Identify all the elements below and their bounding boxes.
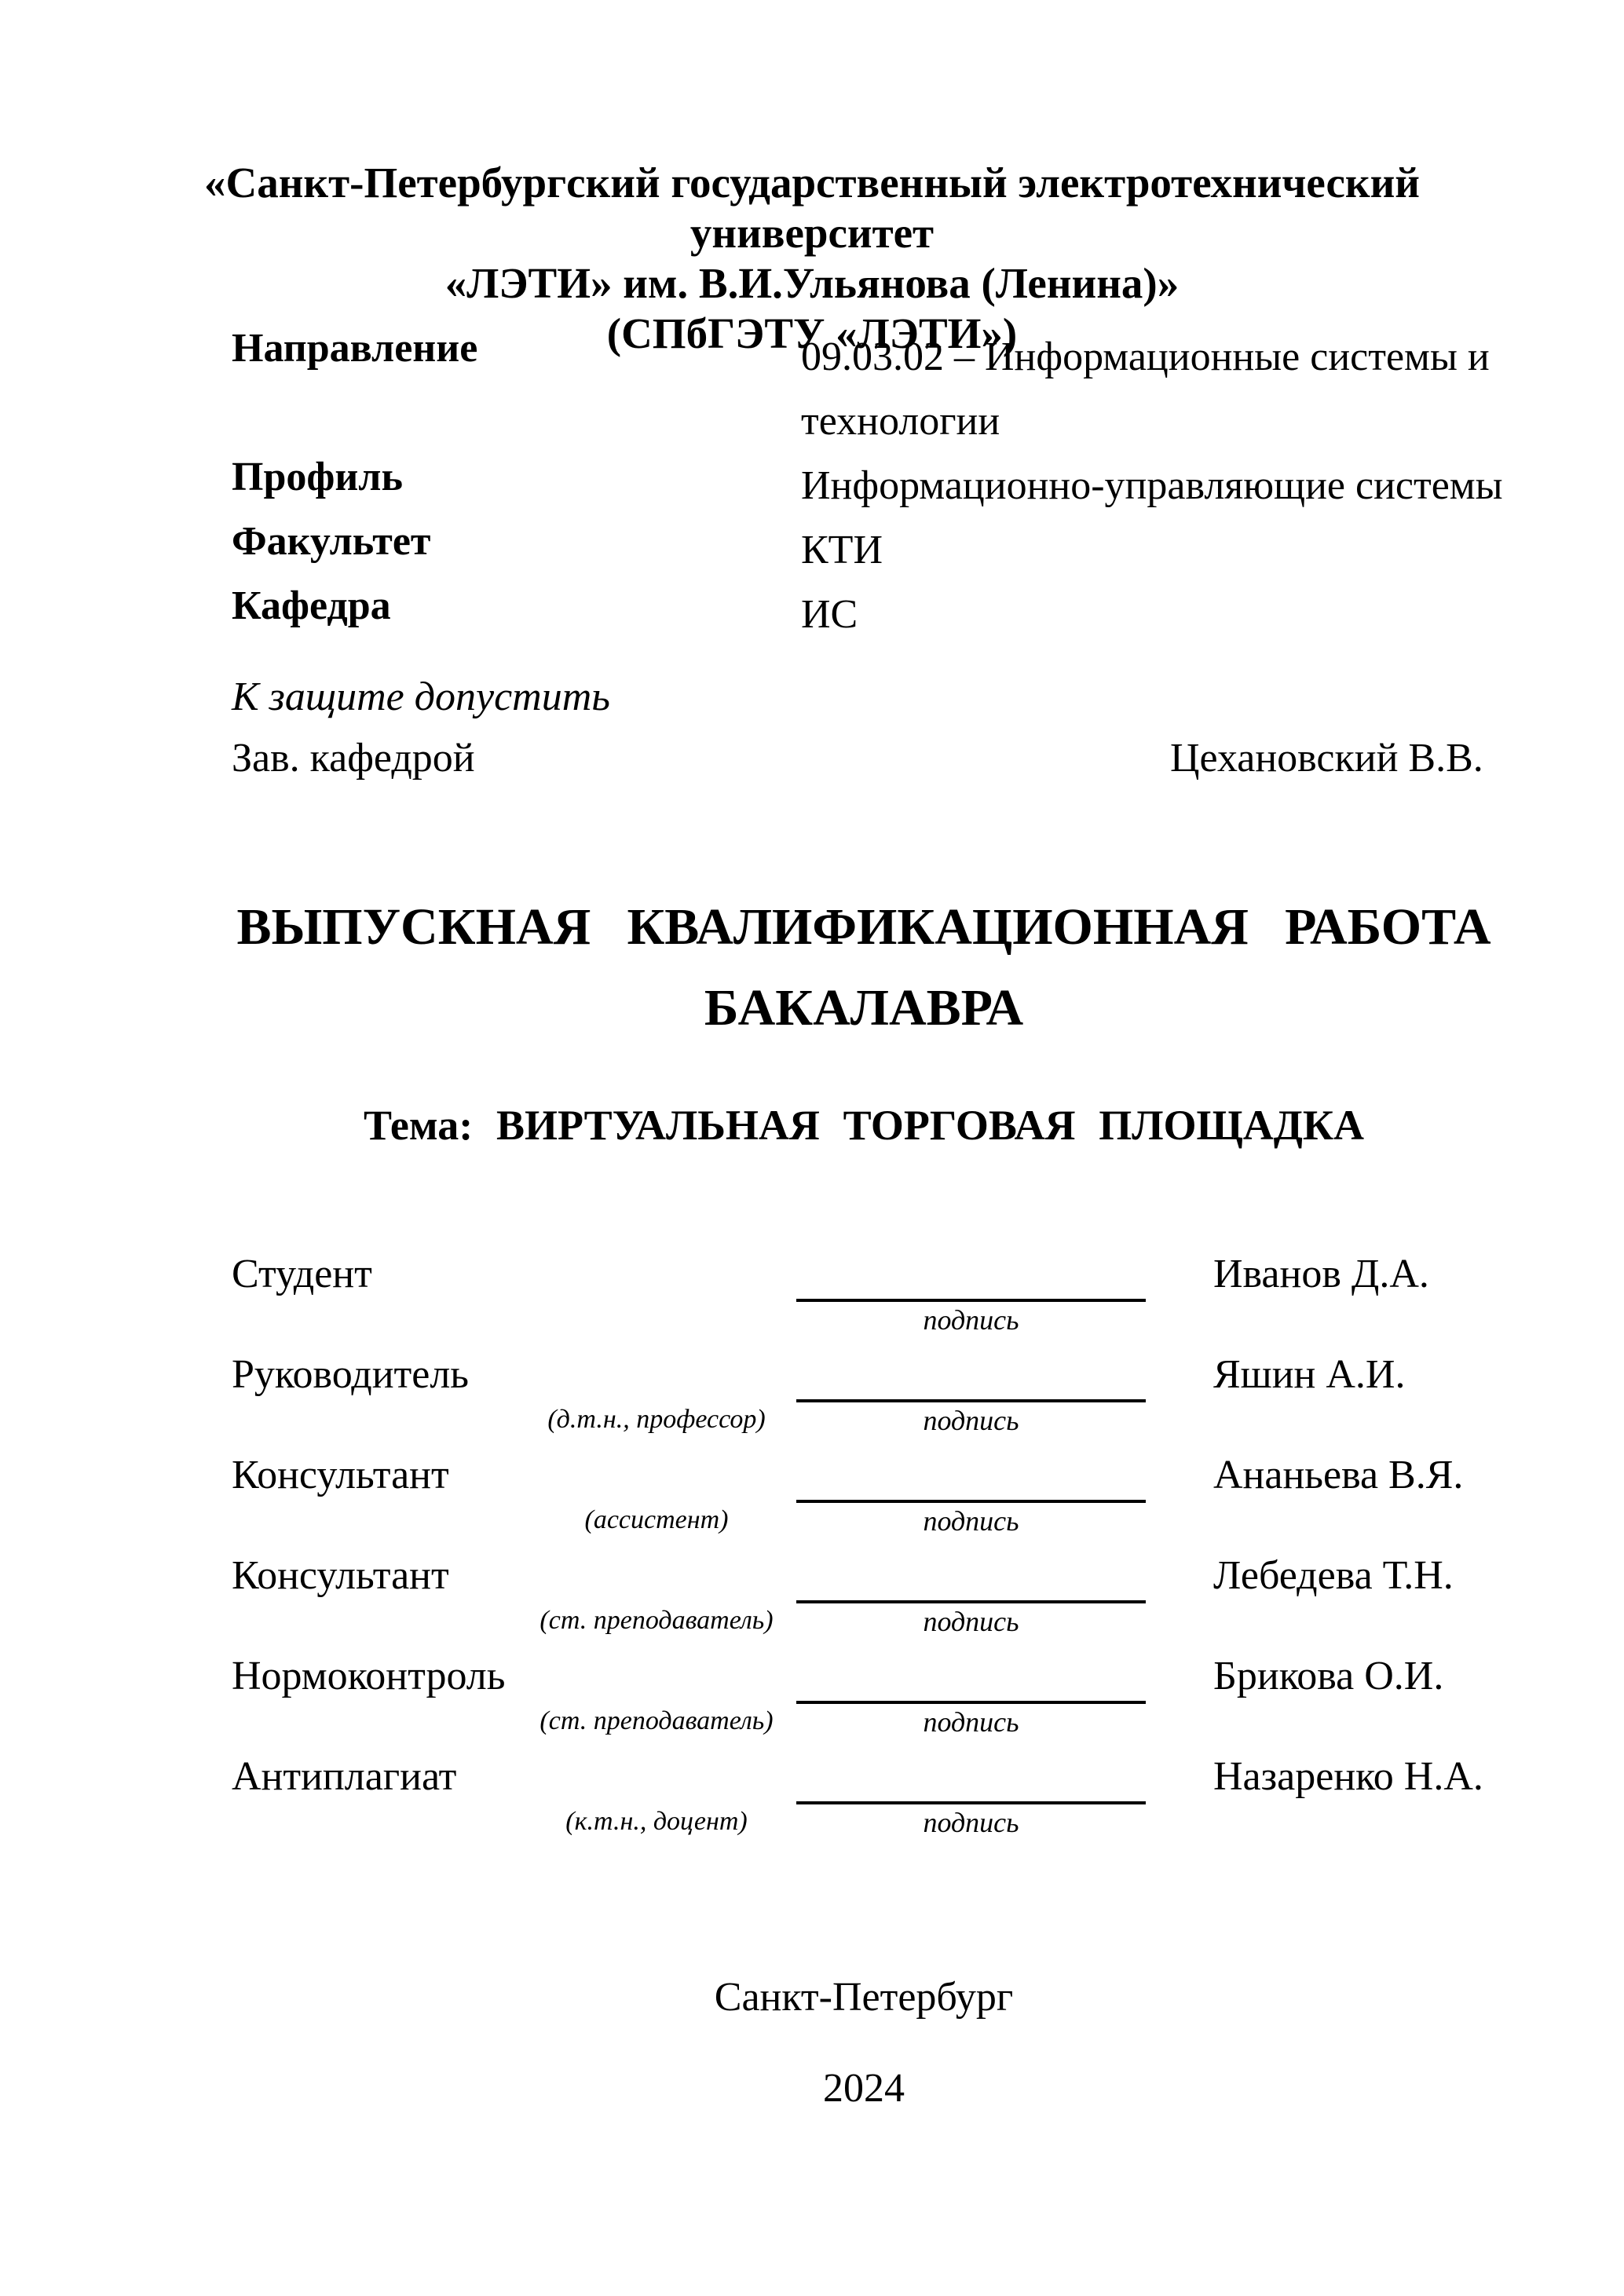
dept-head-name: Цехановский В.В. xyxy=(1170,736,1483,781)
main-title-line1: ВЫПУСКНАЯ КВАЛИФИКАЦИОННАЯ РАБОТА xyxy=(236,898,1491,956)
admission-statement: К защите допустить xyxy=(232,675,610,719)
signature-qualifier-normcontrol: (ст. преподаватель) xyxy=(540,1706,774,1735)
signature-caption-normcontrol: подпись xyxy=(923,1706,1019,1738)
dept-head-position: Зав. кафедрой xyxy=(232,736,475,781)
signature-name-normcontrol: Брикова О.И. xyxy=(1213,1654,1444,1698)
signature-line-normcontrol xyxy=(796,1701,1146,1704)
signature-line-consultant2 xyxy=(796,1600,1146,1603)
signature-qualifier-consultant1: (ассистент) xyxy=(584,1505,729,1534)
field-label-profil: Профиль xyxy=(232,455,403,499)
signature-role-student: Студент xyxy=(232,1252,372,1296)
signature-role-consultant1: Консультант xyxy=(232,1453,449,1497)
university-header-line2: «ЛЭТИ» им. В.И.Ульянова (Ленина)» xyxy=(444,259,1180,307)
field-label-fakultet: Факультет xyxy=(232,519,431,564)
field-value-kafedra: ИС xyxy=(801,592,858,637)
signature-line-consultant1 xyxy=(796,1500,1146,1503)
signature-name-consultant2: Лебедева Т.Н. xyxy=(1213,1553,1454,1598)
signature-line-student xyxy=(796,1299,1146,1302)
signature-line-antiplagiarism xyxy=(796,1801,1146,1804)
signature-role-consultant2: Консультант xyxy=(232,1553,449,1598)
main-title-line2: БАКАЛАВРА xyxy=(704,979,1024,1036)
signature-line-supervisor xyxy=(796,1399,1146,1402)
footer-city: Санкт-Петербург xyxy=(714,1975,1014,2020)
signature-role-supervisor: Руководитель xyxy=(232,1352,469,1397)
signature-caption-supervisor: подпись xyxy=(923,1405,1019,1436)
signature-caption-student: подпись xyxy=(923,1304,1019,1336)
signature-name-antiplagiarism: Назаренко Н.А. xyxy=(1213,1754,1483,1799)
signature-name-supervisor: Яшин А.И. xyxy=(1213,1352,1406,1397)
signature-qualifier-consultant2: (ст. преподаватель) xyxy=(540,1606,774,1635)
signature-caption-consultant1: подпись xyxy=(923,1505,1019,1537)
theme-line: Тема: ВИРТУАЛЬНАЯ ТОРГОВАЯ ПЛОЩАДКА xyxy=(363,1102,1365,1149)
university-header-line3: (СПбГЭТУ «ЛЭТИ») xyxy=(606,309,1018,357)
field-value-napravlenie: 09.03.02 – Информационные системы и технологии xyxy=(801,335,1490,444)
footer-year: 2024 xyxy=(823,2066,905,2111)
signature-role-antiplagiarism: Антиплагиат xyxy=(232,1754,457,1799)
field-value-fakultet: КТИ xyxy=(801,528,883,572)
signature-name-consultant1: Ананьева В.Я. xyxy=(1213,1453,1464,1497)
signature-caption-antiplagiarism: подпись xyxy=(923,1807,1019,1838)
signature-caption-consultant2: подпись xyxy=(923,1606,1019,1637)
signature-qualifier-antiplagiarism: (к.т.н., доцент) xyxy=(565,1807,748,1836)
field-value-profil: Информационно-управляющие системы xyxy=(801,463,1503,508)
signature-role-normcontrol: Нормоконтроль xyxy=(232,1654,506,1698)
signature-qualifier-supervisor: (д.т.н., профессор) xyxy=(547,1405,766,1434)
signature-name-student: Иванов Д.А. xyxy=(1213,1252,1429,1296)
field-label-napravlenie: Направление xyxy=(232,326,478,371)
university-header-line1: «Санкт-Петербургский государственный электротехнический университет xyxy=(204,159,1420,257)
field-label-kafedra: Кафедра xyxy=(232,583,391,628)
